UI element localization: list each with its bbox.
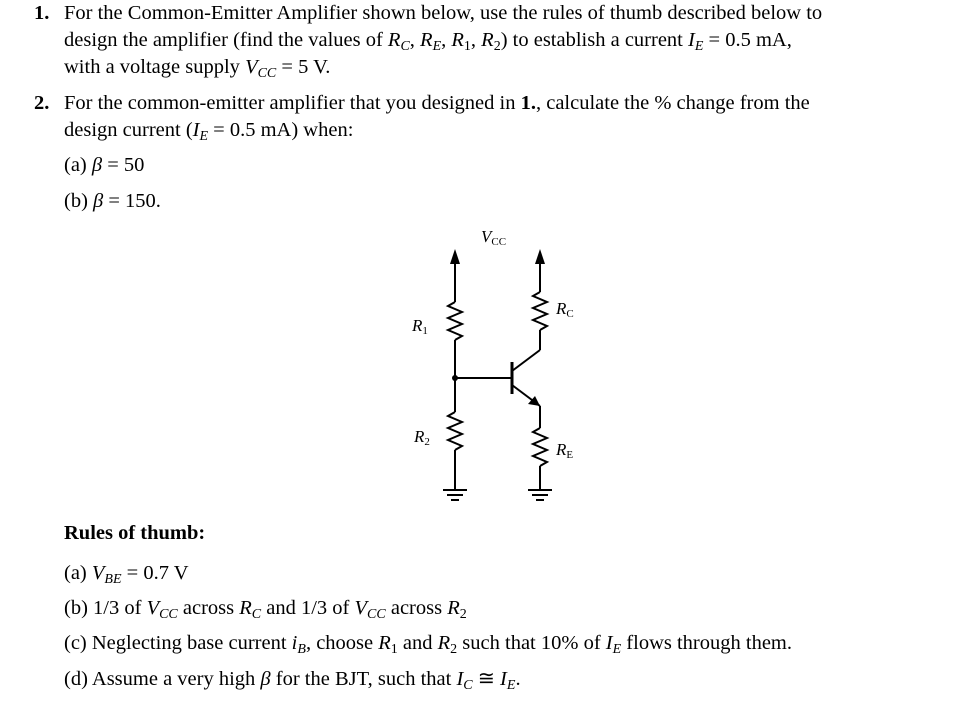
vcc-arrow-left-icon <box>450 249 460 264</box>
question-2-number: 2. <box>34 92 50 114</box>
question-1-line-1: For the Common-Emitter Amplifier shown below, use the rules of thumb described below to <box>64 2 823 24</box>
r2-resistor <box>448 412 462 450</box>
rules-heading: Rules of thumb: <box>64 522 206 544</box>
rule-b: (b) 1/3 of $V_{CC}$ across $R_C$ and 1/3 of $V_{CC}$ across $R_2$ <box>64 597 467 622</box>
re-resistor <box>533 428 547 466</box>
question-2-line-2: design current ($I_E = 0.5$ mA) when: <box>64 119 354 144</box>
question-2-part-b: (b) β = 150. <box>64 190 161 212</box>
question-1-number: 1. <box>34 2 50 24</box>
rc-label: RC <box>556 299 574 320</box>
rc-resistor <box>533 292 547 330</box>
rule-d: (d) Assume a very high β for the BJT, such that $I_C$ ≅ $I_E$. <box>64 668 521 693</box>
r2-label: R2 <box>414 427 430 448</box>
question-2-part-a: (a) β = 50 <box>64 154 145 176</box>
vcc-arrow-right-icon <box>535 249 545 264</box>
r1-label: R1 <box>412 316 428 337</box>
rule-a: (a) $V_{BE} = 0.7$ V <box>64 562 189 587</box>
r1-resistor <box>448 302 462 340</box>
transistor-collector-lead <box>512 350 540 371</box>
question-2-line-1: For the common-emitter amplifier that you designed in 1., calculate the % change from the <box>64 92 810 114</box>
question-1-line-3: with a voltage supply $V_{CC} = 5$ V. <box>64 56 331 81</box>
base-junction-dot <box>452 375 458 381</box>
rule-c: (c) Neglecting base current $i_B$, choose $R_1$ and $R_2$ such that 10% of $I_E$ flows through them. <box>64 632 792 657</box>
re-label: RE <box>556 440 574 461</box>
question-1-line-2: design the amplifier (find the values of $R_C$, $R_E$, $R_1$, $R_2$) to establish a current $I_E = 0.5$ mA, <box>64 29 792 54</box>
vcc-label: VCC <box>481 227 507 248</box>
